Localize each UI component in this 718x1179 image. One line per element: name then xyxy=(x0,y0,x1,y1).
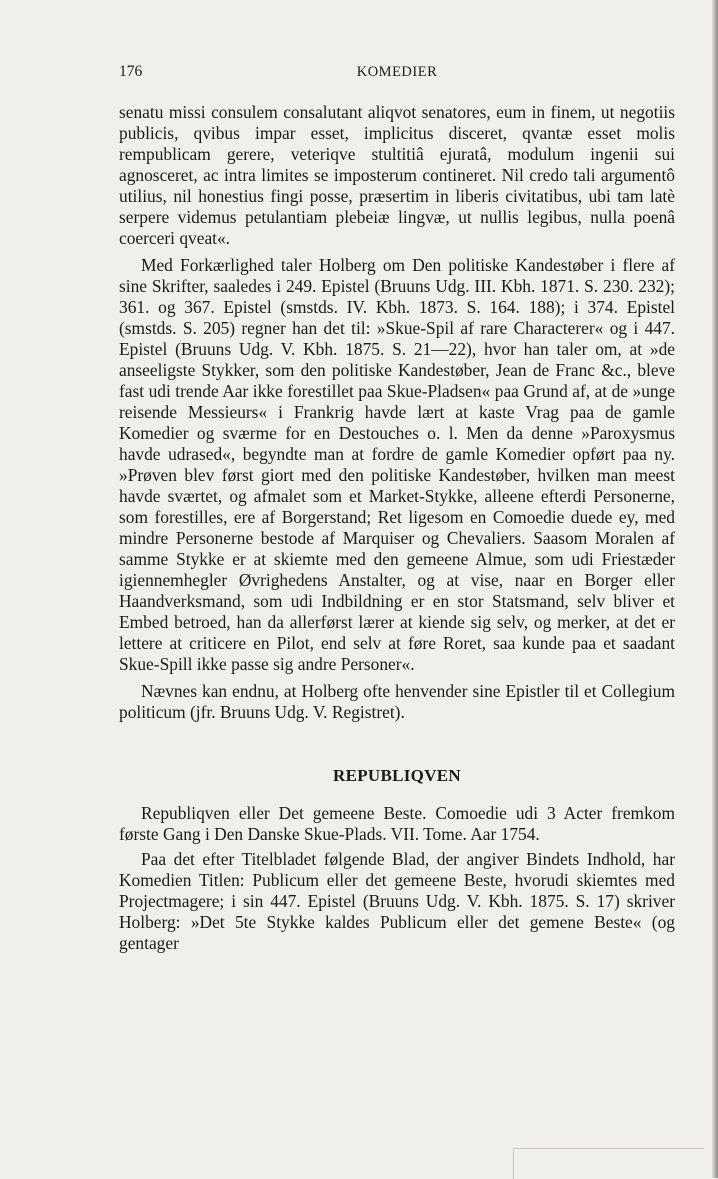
running-title: KOMEDIER xyxy=(356,64,438,80)
section-paragraph: Republiqven eller Det gemeene Beste. Comoedie udi 3 Acter fremkom første Gang i Den Danske Skue-Plads. VII. Tome. Aar 1754. xyxy=(119,803,675,844)
section-paragraph: Paa det efter Titelbladet følgende Blad, der angiver Bindets Indhold, har Komedien Titlen: Publicum eller det gemeene Beste, hvorudi skiemtes med Projectmagere; i sin 447. Epistel (Bruuns Udg. V. Kbh. 1875. S. 17) skriver Holberg: »Det 5te Stykke kaldes Publicum eller det gemene Beste« (og gentager xyxy=(119,849,675,953)
body-paragraph: Med Forkærlighed taler Holberg om Den politiske Kandestøber i flere af sine Skrifter, saaledes i 249. Epistel (Bruuns Udg. III. Kbh. 1871. S. 230. 232); 361. og 367. Epistel (smstds. IV. Kbh. 1873. S. 164. 188); i 374. Epistel (smstds. S. 205) regner han det til: »Skue-Spil af rare Characterer« og i 447. Epistel (Bruuns Udg. V. Kbh. 1875. S. 21—22), hvor han taler om, at »de anseeligste Stykker, som den politiske Kandestøber, Jean de Franc &c., bleve fast udi trende Aar ikke forestillet paa Skue-Pladsen« paa Grund af, at de »unge reisende Messieurs« i Frankrig havde lært at kaste Vrag paa de gamle Komedier og sværme for en Destouches o. l. Men da denne »Paroxysmus havde udrased«, begyndte man at fordre de gamle Komedier opført paa ny. »Prøven blev først giort med den politiske Kandestøber, hvilken man meest havde sværtet, og afmalet som et Market-Stykke, alleene efterdi Personerne, som forestilles, ere af Borgerstand; Ret ligesom en Comoedie duede ey, med mindre Personerne bestode af Marquiser og Chevaliers. Saasom Moralen af samme Stykke er at skiemte med den gemeene Almue, som udi Friestæder igiennemhegler Øvrighedens Anstalter, og at vise, naar en Borger eller Haandverksmand, som udi Indbildning er en stor Statsmand, selv bliver et Embed betroed, han da allerførst lærer at kiende sig selv, og merker, at det er lettere at criticere en Pilot, end selv at føre Roret, saa kunde paa et saadant Skue-Spill ikke passe sig andre Personer«. xyxy=(119,255,675,674)
section-title: REPUBLIQVEN xyxy=(333,766,461,785)
body-paragraph: Nævnes kan endnu, at Holberg ofte henvender sine Epistler til et Collegium politicum (jfr. Bruuns Udg. V. Registret). xyxy=(119,681,675,722)
page-number: 176 xyxy=(119,63,143,80)
page-body xyxy=(119,102,675,954)
page-crease xyxy=(513,1148,704,1179)
latin-quote-paragraph: senatu missi consulem consalutant aliqvot senatores, eum in finem, ut negotiis publicis, qvibus impar esset, implicitus disceret, qvantæ esset molis rempublicam gerere, veteriqve stultitiâ ejuratâ, modulum ingenii sui agnosceret, ac intra limites se imposterum contineret. Nil credo tali argumentô utilius, nil honestius fingi posse, præsertim in liberis civitatibus, ubi tam latè serpere videmus petulantiam plebeiæ lingvæ, ut nullis legibus, nulla poenâ coerceri qveat«. xyxy=(119,102,675,248)
page-edge xyxy=(712,0,718,1178)
running-header xyxy=(119,63,675,83)
